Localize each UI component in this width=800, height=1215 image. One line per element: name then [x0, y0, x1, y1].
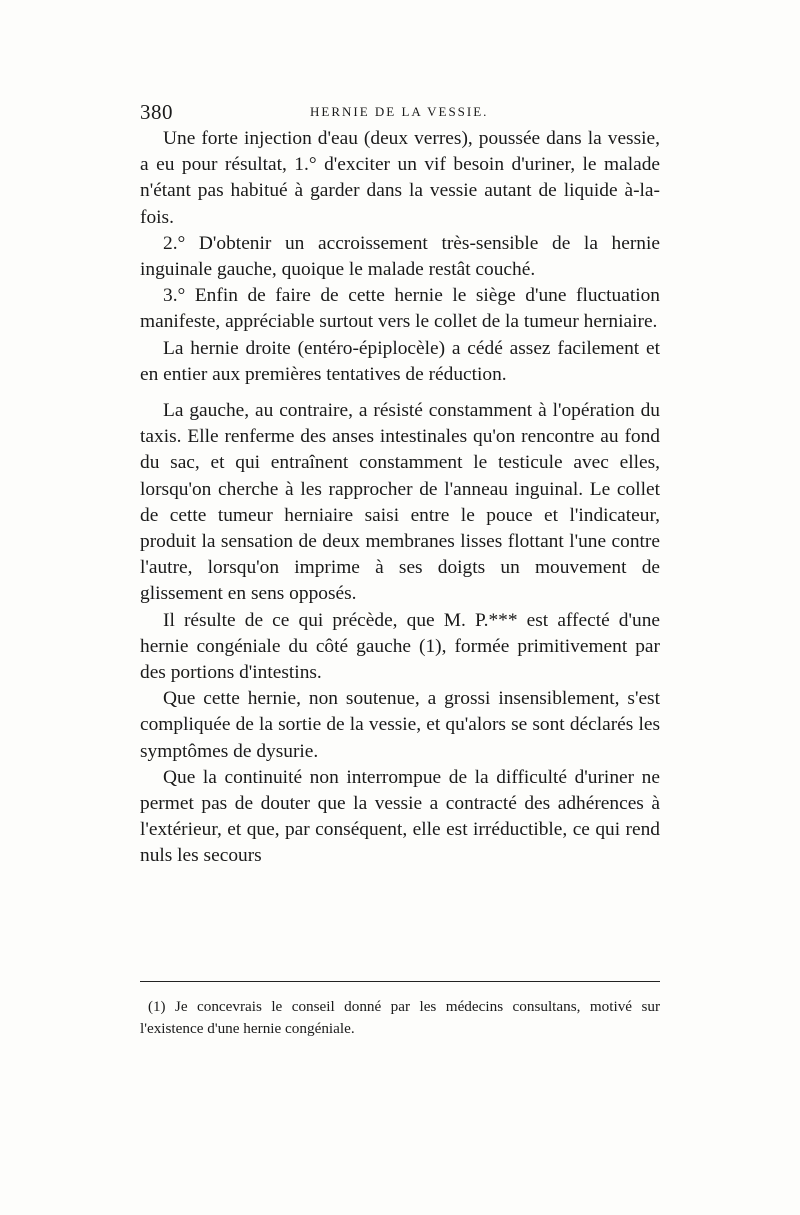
paragraph: Une forte injection d'eau (deux verres), poussée dans la vessie, a eu pour résultat, 1.° d'exciter un vif besoin d'uriner, le malade n'étant pas habitué à garder dans la vessie autant de liquide à-la-fois.: [140, 128, 660, 228]
footnote: [140, 996, 660, 1040]
paragraph-gap: [140, 388, 660, 398]
paragraph: La hernie droite (entéro-épiplocèle) a cédé assez facilement et en entier aux premières tentatives de réduction.: [140, 337, 660, 385]
paragraph: 2.° D'obtenir un accroissement très-sensible de la hernie inguinale gauche, quoique le malade restât couché.: [140, 232, 660, 281]
body-text: [140, 126, 660, 870]
running-head: [140, 100, 680, 124]
footnote-marker: (1): [148, 999, 166, 1015]
footnote-text: Je concevrais le conseil donné par les médecins consultans, motivé sur l'existence d'une hernie congéniale.: [140, 998, 661, 1037]
paragraph: 3.° Enfin de faire de cette hernie le siège d'une fluctuation manifeste, appréciable surtout vers le collet de la tumeur herniaire.: [140, 285, 660, 333]
page-number: 380: [140, 100, 173, 124]
footnote-rule: [140, 981, 660, 982]
paragraph: Que cette hernie, non soutenue, a grossi insensiblement, s'est compliquée de la sortie de la vessie, et qu'alors se sont déclarés les symptômes de dysurie.: [140, 688, 660, 762]
paragraph: La gauche, au contraire, a résisté constamment à l'opération du taxis. Elle renferme des anses intestinales qu'on rencontre au fond du sac, et qui entraînent constamment le testicule avec elles, lorsqu'on cherche à les rapprocher de l'anneau inguinal. Le collet de cette tumeur herniaire saisi entre le pouce et l'indicateur, produit la sensation de deux membranes lisses flottant l'une contre l'autre, lorsqu'on imprime à ses doigts un mouvement de glissement en sens opposés.: [140, 400, 660, 605]
running-title: HERNIE DE LA VESSIE.: [310, 104, 489, 119]
paragraph: Il résulte de ce qui précède, que M. P.*** est affecté d'une hernie congéniale du côté gauche (1), formée primitivement par des portions d'intestins.: [140, 609, 660, 684]
paragraph: Que la continuité non interrompue de la difficulté d'uriner ne permet pas de douter que la vessie a contracté des adhérences à l'extérieur, et que, par conséquent, elle est irréductible, ce qui rend nuls les secours: [140, 766, 660, 867]
